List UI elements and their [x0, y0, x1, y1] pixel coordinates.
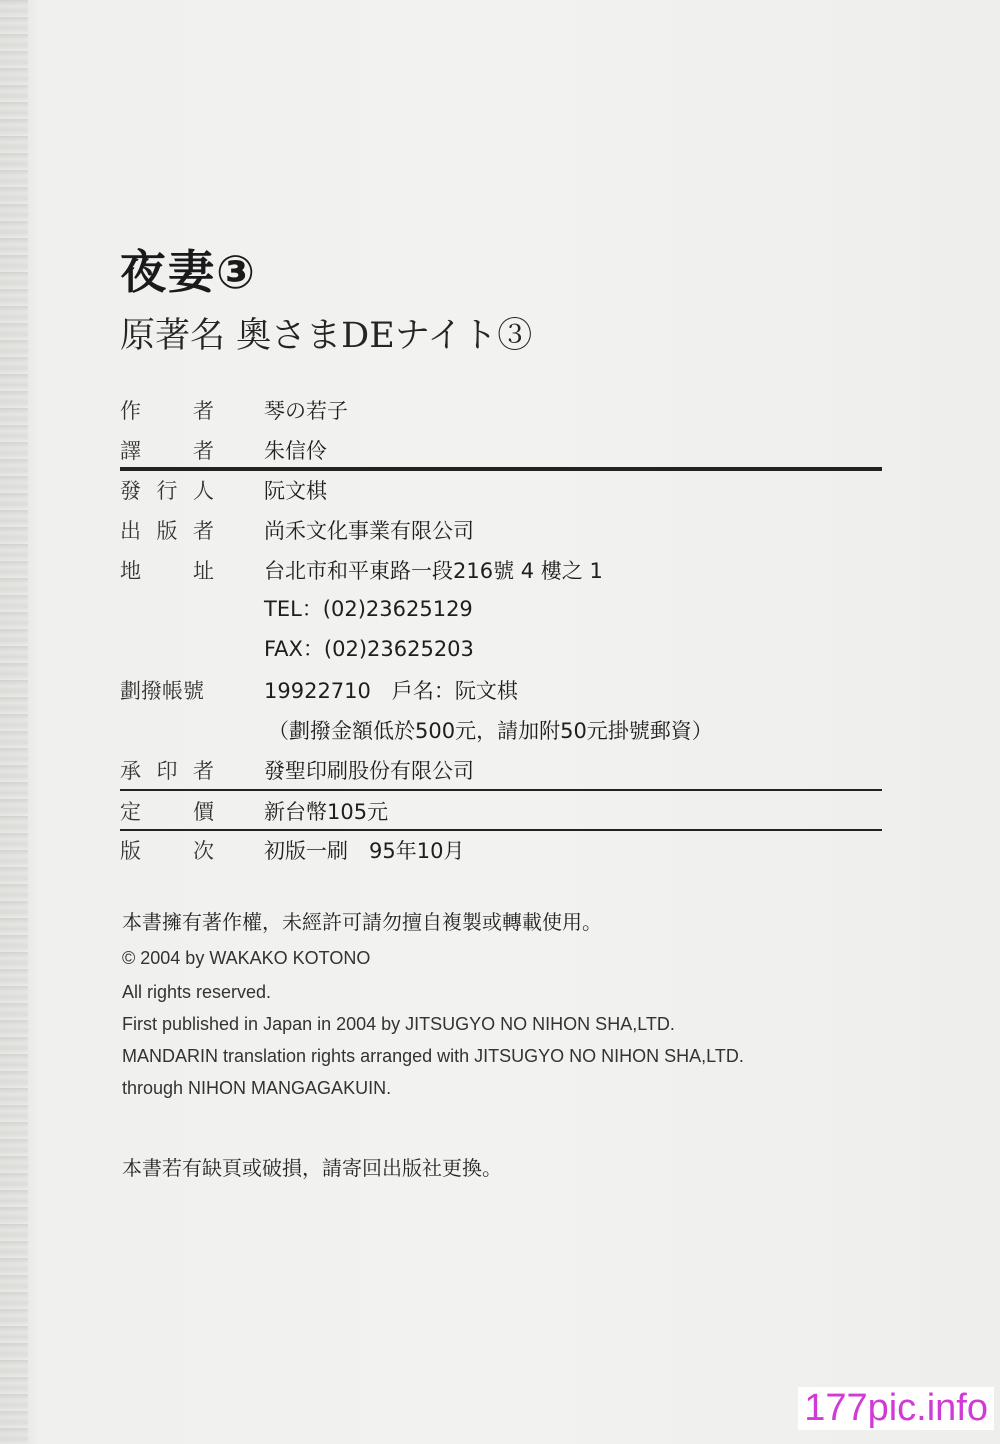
- credit-value: 琴の若子: [264, 399, 348, 423]
- credit-label: 地 址: [120, 559, 214, 583]
- credit-value: 朱信伶: [264, 439, 327, 463]
- tel-value: TEL：(02)23625129: [264, 597, 473, 621]
- copyright-line: First published in Japan in 2004 by JITSUGYO NO NIHON SHA,LTD.: [122, 1014, 675, 1034]
- fax-value: FAX：(02)23625203: [264, 637, 474, 661]
- original-title: 原著名 奧さまDEナイト③: [120, 316, 533, 356]
- credit-value: 新台幣105元: [264, 800, 389, 824]
- credit-value: 尚禾文化事業有限公司: [264, 519, 474, 543]
- credit-value: 台北市和平東路一段216號 4 樓之 1: [264, 559, 603, 583]
- copyright-line: MANDARIN translation rights arranged with JITSUGYO NO NIHON SHA,LTD.: [122, 1046, 744, 1066]
- copyright-line: All rights reserved.: [122, 982, 272, 1002]
- credit-label: 作 者: [120, 399, 214, 423]
- credit-value: 初版一刷 95年10月: [264, 839, 465, 863]
- credit-label: 劃撥帳號: [120, 679, 204, 703]
- divider: [120, 789, 882, 791]
- site-watermark: 177pic.info: [798, 1387, 994, 1430]
- credit-label: 發 行 人: [120, 479, 214, 503]
- copyright-notice: 本書擁有著作權，未經許可請勿擅自複製或轉載使用。: [122, 910, 602, 934]
- copyright-line: through NIHON MANGAGAKUIN.: [122, 1078, 392, 1098]
- credit-label: 譯 者: [120, 439, 214, 463]
- credit-label: 承 印 者: [120, 759, 214, 783]
- copyright-line: © 2004 by WAKAKO KOTONO: [122, 948, 371, 968]
- credit-label: 版 次: [120, 839, 214, 863]
- credit-value: 19922710 戶名：阮文棋: [264, 679, 518, 703]
- book-title: 夜妻③: [120, 245, 257, 299]
- thick-divider: [120, 467, 882, 471]
- credit-value: 發聖印刷股份有限公司: [264, 759, 474, 783]
- divider: [120, 829, 882, 831]
- credit-value: 阮文棋: [264, 479, 327, 503]
- page-binding-edge: [0, 0, 28, 1444]
- credit-label: 定 價: [120, 800, 214, 824]
- damage-notice: 本書若有缺頁或破損，請寄回出版社更換。: [122, 1156, 502, 1180]
- credit-label: 出 版 者: [120, 519, 214, 543]
- postal-note: （劃撥金額低於500元，請加附50元掛號郵資）: [268, 719, 713, 743]
